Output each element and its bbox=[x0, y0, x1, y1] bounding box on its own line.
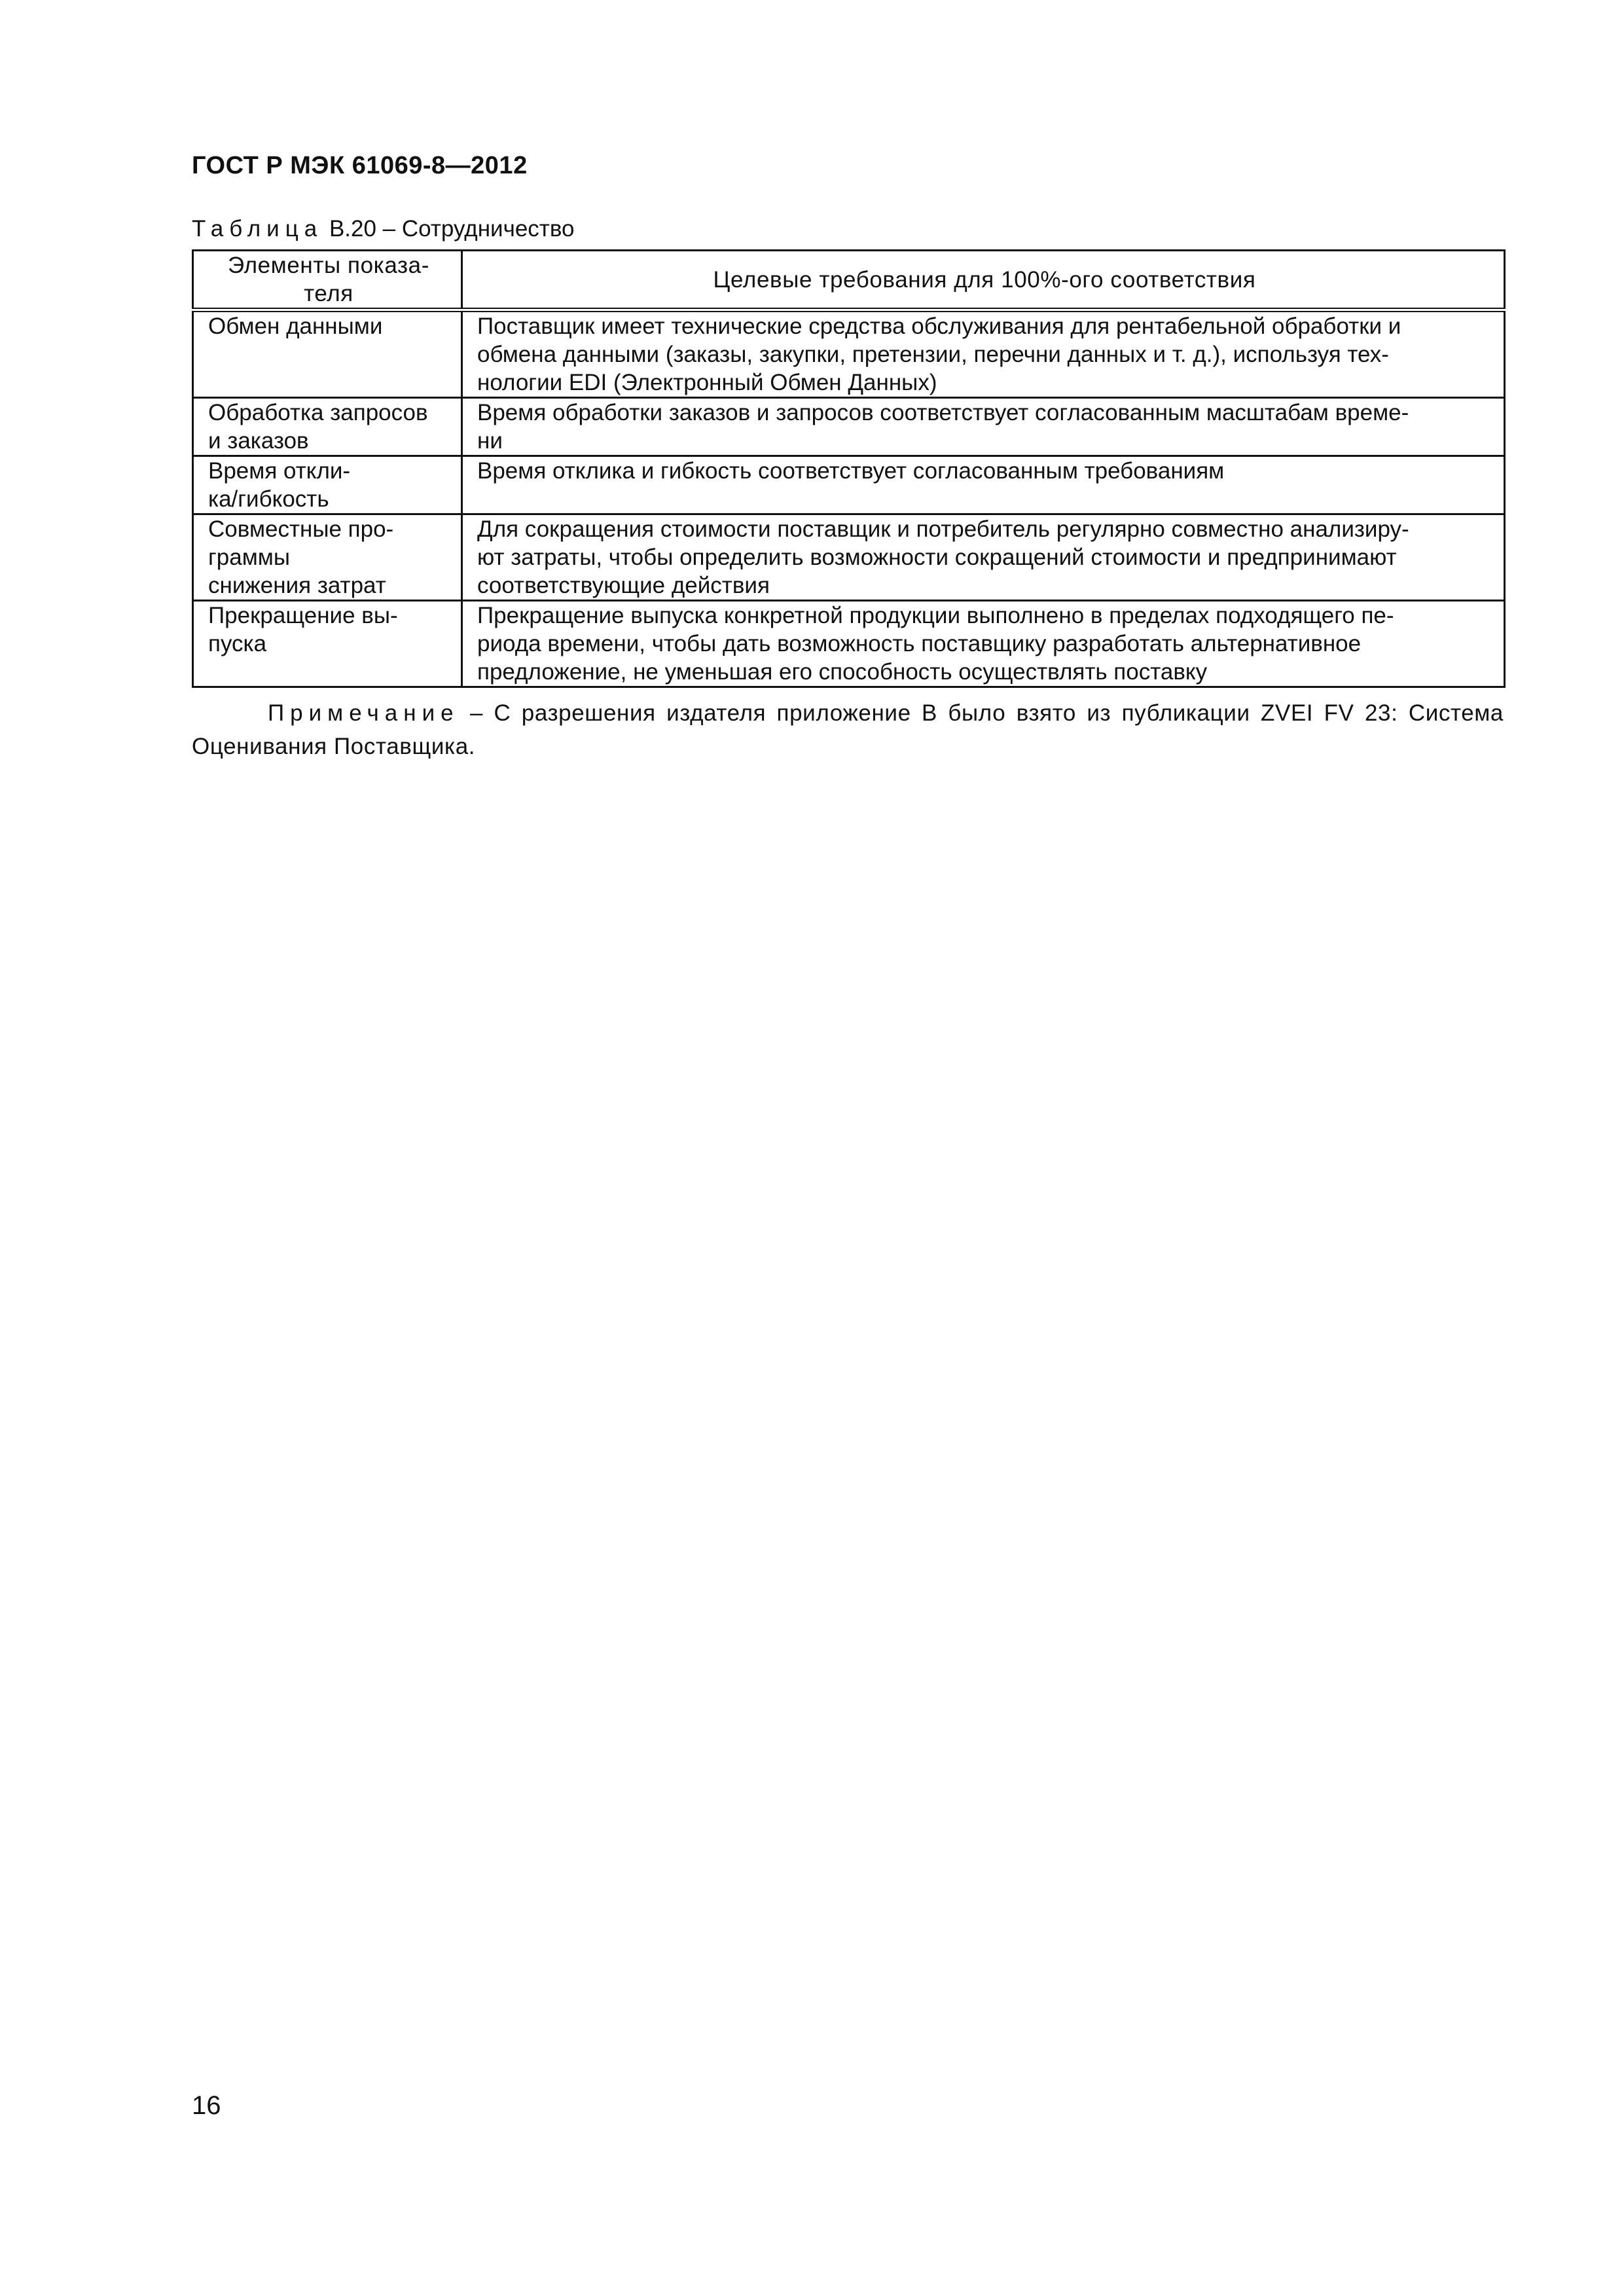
table-caption-label: Таблица bbox=[192, 216, 323, 242]
table-caption-title: В.20 – Сотрудничество bbox=[323, 216, 575, 242]
table-caption bbox=[192, 216, 574, 242]
column-header-requirements: Целевые требования для 100%-ого соответствия bbox=[462, 251, 1505, 310]
element-cell: Время откли- ка/гибкость bbox=[193, 456, 462, 514]
table-row bbox=[193, 456, 1505, 514]
element-cell: Обмен данными bbox=[193, 310, 462, 398]
table-row bbox=[193, 514, 1505, 601]
element-cell: Обработка запросов и заказов bbox=[193, 398, 462, 456]
requirement-cell: Время обработки заказов и запросов соответствует согласованным масштабам време- ни bbox=[462, 398, 1505, 456]
requirement-cell: Поставщик имеет технические средства обслуживания для рентабельной обработки и обмена данными (заказы, закупки, претензии, перечни данных и т. д.), используя тех- нологии EDI (Электронный Обмен Данных) bbox=[462, 310, 1505, 398]
note-label: Примечание bbox=[268, 700, 460, 726]
table-row bbox=[193, 601, 1505, 687]
element-cell: Совместные про- граммы снижения затрат bbox=[193, 514, 462, 601]
table-row bbox=[193, 310, 1505, 398]
page-number: 16 bbox=[192, 2091, 221, 2120]
element-cell: Прекращение вы- пуска bbox=[193, 601, 462, 687]
table-header-row bbox=[193, 251, 1505, 310]
table-row bbox=[193, 398, 1505, 456]
cooperation-table bbox=[192, 249, 1506, 688]
column-header-elements: Элементы показа- теля bbox=[193, 251, 462, 310]
table-note bbox=[192, 696, 1504, 763]
requirement-cell: Для сокращения стоимости поставщик и потребитель регулярно совместно анализиру- ют затраты, чтобы определить возможности сокращений стоимости и предпринимают соответствующие действия bbox=[462, 514, 1505, 601]
requirement-cell: Время отклика и гибкость соответствует согласованным требованиям bbox=[462, 456, 1505, 514]
document-header: ГОСТ Р МЭК 61069-8—2012 bbox=[192, 152, 528, 179]
requirement-cell: Прекращение выпуска конкретной продукции выполнено в пределах подходящего пе- риода времени, чтобы дать возможность поставщику разработать альтернативное предложение, не уменьшая его способность осуществлять поставку bbox=[462, 601, 1505, 687]
note-text: – С разрешения издателя приложение В было взято из публикации ZVEI FV 23: Система Оценивания Поставщика. bbox=[192, 700, 1504, 759]
